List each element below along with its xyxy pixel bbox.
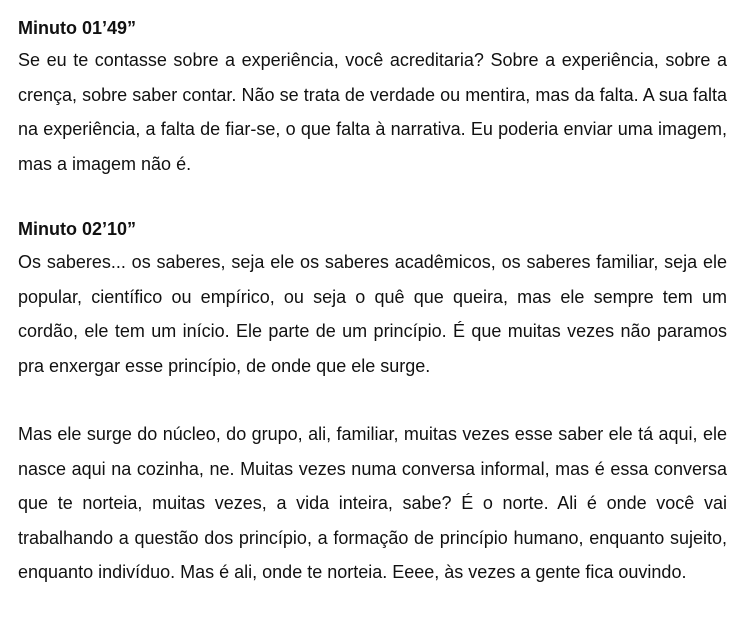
section-paragraph: Mas ele surge do núcleo, do grupo, ali, familiar, muitas vezes esse saber ele tá aqui, ele nasce aqui na cozinha, ne. Muitas vezes numa conversa informal, mas é essa conversa que te norteia, muitas vezes, a vida inteira, sabe? É o norte. Ali é onde você vai trabalhando a questão dos princípio, a formação de princípio humano, enquanto sujeito, enquanto indivíduo. Mas é ali, onde te norteia. Eeee, às vezes a gente fica ouvindo.	[18, 424, 727, 582]
section-heading: Minuto 01’49”	[18, 18, 137, 38]
section-minuto-02-10	[18, 215, 727, 590]
section-heading: Minuto 02’10”	[18, 219, 137, 239]
section-paragraph: Se eu te contasse sobre a experiência, você acreditaria? Sobre a experiência, sobre a crença, sobre saber contar. Não se trata de verdade ou mentira, mas da falta. A sua falta na experiência, a falta de fiar-se, o que falta à narrativa. Eu poderia enviar uma imagem, mas a imagem não é.	[18, 50, 727, 174]
section-paragraph: Os saberes... os saberes, seja ele os saberes acadêmicos, os saberes familiar, seja ele popular, científico ou empírico, ou seja o quê que queira, mas ele sempre tem um cordão, ele tem um início. Ele parte de um princípio. É que muitas vezes não paramos pra enxergar esse princípio, de onde que ele surge.	[18, 252, 727, 376]
section-minuto-01-49	[18, 14, 727, 181]
